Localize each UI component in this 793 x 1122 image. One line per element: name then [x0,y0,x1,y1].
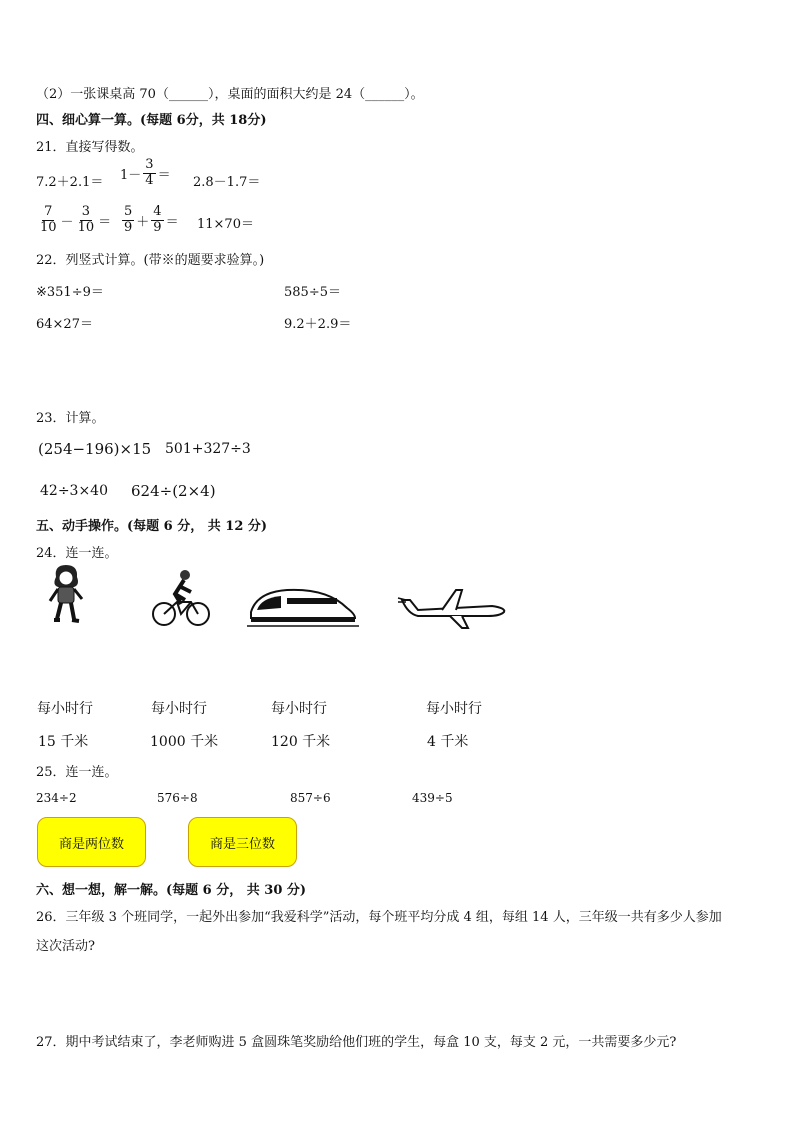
minus-sign: － [60,214,74,230]
section5-heading: 五、动手操作。(每题 6 分， 共 12 分) [36,519,268,534]
q25-title: 25．连一连。 [36,765,118,780]
cyclist-icon [151,568,211,630]
fraction-denominator: 9 [153,219,162,235]
q23-title: 23．计算。 [36,411,105,426]
speed-label-1: 每小时行 [37,701,93,717]
q22-expr-d: 9.2＋2.9＝ [284,317,352,332]
q26-text-line2: 这次活动? [36,939,95,954]
fraction-numerator: 5 [124,204,133,219]
speed-value-2: 1000 千米 [150,734,219,750]
fraction-denominator: 9 [124,219,133,235]
q23-expr-c: 42÷3×40 [40,483,108,499]
q22-expr-b: 585÷5＝ [284,285,341,300]
q21-expr-5 [120,205,179,236]
train-icon [247,584,359,628]
q23-expr-d: 624÷(2×4) [131,482,216,500]
q21-expr-2-pre: 1－ [120,167,142,183]
speed-label-4: 每小时行 [426,701,482,717]
fraction-denominator: 10 [77,219,95,235]
speed-value-1: 15 千米 [38,734,89,750]
q25-expr-4: 439÷5 [412,791,453,805]
q21-expr-2 [120,158,171,189]
fraction-numerator: 3 [81,204,90,219]
q25-expr-1: 234÷2 [36,791,77,805]
q21-expr-1: 7.2＋2.1＝ [36,175,104,190]
walking-child-icon [44,563,88,625]
q21-expr-4 [36,205,111,236]
q22-title: 22．列竖式计算。(带※的题要求验算。) [36,253,265,268]
q27-text: 27．期中考试结束了，李老师购进 5 盒圆珠笔奖励给他们班的学生，每盒 10 支，每支 2 元，一共需要多少元? [36,1035,677,1050]
fraction-b [151,205,163,236]
speed-value-3: 120 千米 [271,734,331,750]
speed-label-3: 每小时行 [271,701,327,717]
fraction-denominator: 10 [40,219,57,235]
plus-sign: ＋ [136,214,150,230]
q20-part2-text: （2）一张课桌高 70（______），桌面的面积大约是 24（______）。 [36,87,424,102]
callout-three-digit-quotient: 商是三位数 [188,817,297,867]
fraction-numerator: 3 [145,157,154,172]
fraction-numerator: 7 [44,204,53,219]
q21-expr-3: 2.8－1.7＝ [193,175,261,190]
fraction-numerator: 4 [153,204,162,219]
fraction-b [76,205,97,236]
airplane-icon [396,588,508,628]
q21-expr-2-fraction [143,158,155,189]
speed-value-4: 4 千米 [427,734,469,750]
q26-text-line1: 26．三年级 3 个班同学，一起外出参加“我爱科学”活动，每个班平均分成 4 组，每组 14 人，三年级一共有多少人参加 [36,910,722,925]
q21-expr-6: 11×70＝ [197,217,254,232]
q23-expr-a: (254−196)×15 [38,440,152,458]
section4-heading: 四、细心算一算。(每题 6分，共 18分) [36,113,267,128]
q23-expr-b: 501+327÷3 [165,441,251,457]
speed-label-2: 每小时行 [151,701,207,717]
callout-two-digit-quotient: 商是两位数 [37,817,146,867]
q22-expr-a: ※351÷9＝ [36,285,104,300]
q25-expr-3: 857÷6 [290,791,331,805]
section6-heading: 六、想一想，解一解。(每题 6 分， 共 30 分) [36,883,307,898]
fraction-denominator: 4 [145,172,154,188]
q21-expr-2-post: ＝ [157,167,171,183]
equals-sign: ＝ [98,214,112,230]
q21-title: 21．直接写得数。 [36,140,144,155]
equals-sign: ＝ [165,214,179,230]
q25-expr-2: 576÷8 [157,791,198,805]
q22-expr-c: 64×27＝ [36,317,93,332]
q24-title: 24．连一连。 [36,546,118,561]
fraction-a [122,205,134,236]
fraction-a [38,205,59,236]
